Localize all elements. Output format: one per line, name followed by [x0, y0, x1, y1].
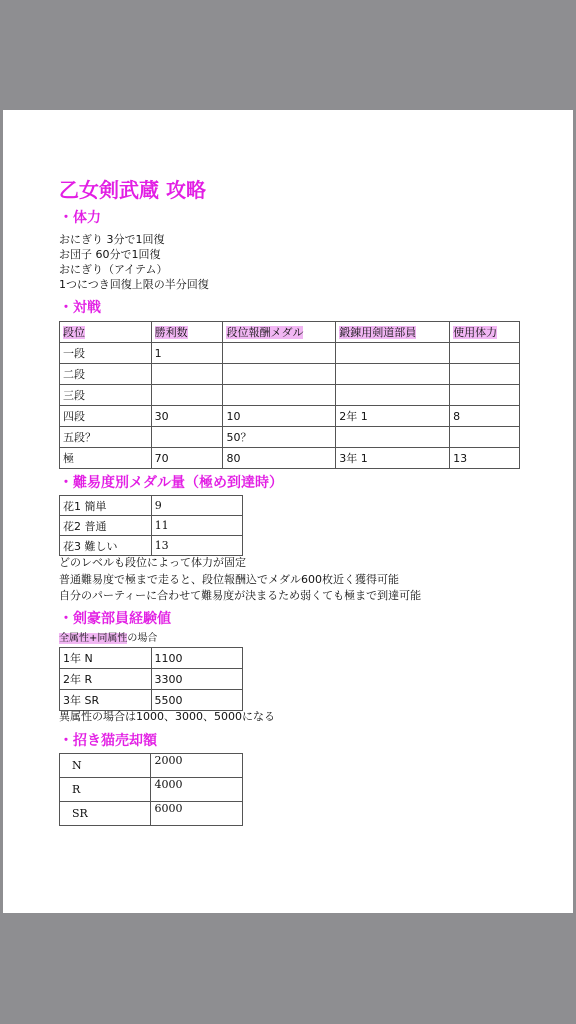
table-cell [151, 385, 223, 406]
table-cell: 13 [151, 536, 242, 556]
table-cell [450, 385, 520, 406]
table-row [60, 754, 243, 778]
table-cell: 五段？ [60, 427, 152, 448]
table-cell: 1 [151, 343, 223, 364]
stamina-line: おにぎり（アイテム） [59, 263, 168, 276]
table-cell: 5500 [151, 690, 242, 711]
medal-table [59, 495, 243, 556]
table-row [60, 802, 243, 826]
document-page [3, 110, 573, 913]
table-cell [223, 385, 336, 406]
table-header-cell: 鍛錬用剣道部員 [336, 322, 450, 343]
table-row [60, 669, 243, 690]
table-cell: 3300 [151, 669, 242, 690]
table-header-cell: 使用体力 [450, 322, 520, 343]
table-cell: 11 [151, 516, 242, 536]
section-heading-stamina: ・体力 [59, 210, 101, 226]
table-cell: 花3 難しい [60, 536, 152, 556]
table-header-cell: 段位 [60, 322, 152, 343]
table-cell: 70 [151, 448, 223, 469]
exp-label-rest: の場合 [127, 633, 158, 644]
section-heading-exp: ・剣豪部員経験値 [59, 611, 171, 627]
table-header-row [60, 322, 520, 343]
section-heading-battle: ・対戦 [59, 300, 101, 316]
stamina-line: お団子 60分で1回復 [59, 248, 161, 261]
table-cell [336, 364, 450, 385]
table-cell [151, 364, 223, 385]
cat-table [59, 753, 243, 826]
table-cell [223, 364, 336, 385]
table-row [60, 778, 243, 802]
table-cell: 2年 1 [336, 406, 450, 427]
table-cell: 50？ [223, 427, 336, 448]
table-header-cell: 勝利数 [151, 322, 223, 343]
section-heading-cat: ・招き猫売却額 [59, 733, 157, 749]
table-row [60, 516, 243, 536]
table-row [60, 343, 520, 364]
table-row [60, 648, 243, 669]
table-cell: R [60, 778, 151, 802]
table-cell: 3年 1 [336, 448, 450, 469]
table-cell: 一段 [60, 343, 152, 364]
table-cell: 二段 [60, 364, 152, 385]
table-row [60, 536, 243, 556]
table-cell: 2年 R [60, 669, 152, 690]
stamina-line: おにぎり 3分で1回復 [59, 233, 165, 246]
table-cell: 1年 N [60, 648, 152, 669]
page-title: 乙女剣武蔵 攻略 [59, 178, 206, 202]
table-row [60, 364, 520, 385]
table-cell: 三段 [60, 385, 152, 406]
table-cell [450, 343, 520, 364]
table-cell: 花2 普通 [60, 516, 152, 536]
table-cell [223, 343, 336, 364]
exp-note: 異属性の場合は1000、3000、5000になる [59, 710, 275, 723]
table-cell: 8 [450, 406, 520, 427]
table-cell: 2000 [151, 754, 243, 778]
battle-table [59, 321, 520, 469]
table-row [60, 406, 520, 427]
table-cell: 13 [450, 448, 520, 469]
exp-label-highlight: 全属性+同属性 [59, 633, 128, 644]
table-row [60, 385, 520, 406]
table-cell: 3年 SR [60, 690, 152, 711]
table-cell: N [60, 754, 151, 778]
table-cell [450, 364, 520, 385]
medal-note: 普通難易度で極まで走ると、段位報酬込でメダル600枚近く獲得可能 [59, 573, 399, 586]
table-row [60, 496, 243, 516]
stamina-line: 1つにつき回復上限の半分回復 [59, 278, 209, 291]
medal-note: どのレベルも段位によって体力が固定 [59, 556, 246, 569]
table-row [60, 690, 243, 711]
table-cell: 6000 [151, 802, 243, 826]
table-cell: 9 [151, 496, 242, 516]
table-cell [450, 427, 520, 448]
table-cell: 1100 [151, 648, 242, 669]
table-cell: 4000 [151, 778, 243, 802]
section-heading-medals: ・難易度別メダル量（極め到達時） [59, 475, 283, 491]
table-cell [336, 385, 450, 406]
table-cell: 花1 簡単 [60, 496, 152, 516]
medal-note: 自分のパーティーに合わせて難易度が決まるため弱くても極まで到達可能 [59, 589, 422, 602]
table-cell [151, 427, 223, 448]
table-cell: SR [60, 802, 151, 826]
exp-label [59, 632, 157, 646]
exp-table [59, 647, 243, 711]
table-header-cell: 段位報酬メダル [223, 322, 336, 343]
table-cell: 四段 [60, 406, 152, 427]
table-row [60, 448, 520, 469]
table-cell: 30 [151, 406, 223, 427]
table-cell: 80 [223, 448, 336, 469]
table-cell: 極 [60, 448, 152, 469]
table-cell [336, 343, 450, 364]
table-row [60, 427, 520, 448]
table-cell [336, 427, 450, 448]
table-cell: 10 [223, 406, 336, 427]
